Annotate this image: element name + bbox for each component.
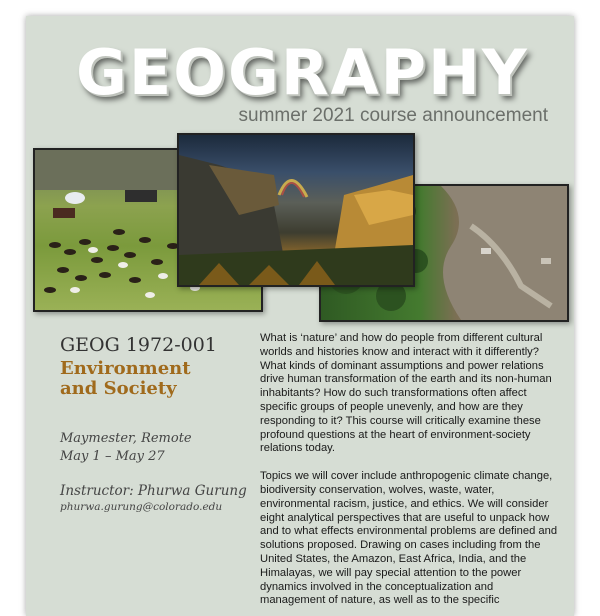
instructor-email[interactable]: phurwa.gurung@colorado.edu (60, 501, 223, 513)
course-code: GEOG 1972-001 (60, 334, 217, 356)
course-description (260, 332, 560, 616)
photo-mountain-valley (177, 133, 415, 287)
description-paragraph-2: Topics we will cover include anthropogenic climate change, biodiversity conservation, wolves, waste, water, environmental racism, justice, and ethics. We will consider eight analytical perspectives that are useful to unpack how and to what effects environmental problems are defined and solutions proposed. Drawing on cases including from the United States, the Amazon, East Africa, India, and the Himalayas, we will pay special attention to the power dynamics involved in the conceptualization and management of nature, as well as to the specific (260, 470, 558, 607)
course-name-line1: Environment (60, 358, 191, 379)
poster-subtitle: summer 2021 course announcement (238, 105, 548, 126)
course-poster (26, 16, 574, 616)
instructor-name: Instructor: Phurwa Gurung (60, 483, 247, 499)
term-dates: May 1 – May 27 (60, 449, 165, 464)
poster-title: GEOGRAPHY (76, 36, 529, 109)
course-name (60, 359, 260, 399)
course-name-line2: and Society (60, 378, 177, 399)
mountain-valley-illustration (179, 135, 413, 285)
term-mode: Maymester, Remote (60, 431, 192, 446)
description-paragraph-1: What is ‘nature’ and how do people from different cultural worlds and histories know and interact with it differently? What kinds of dominant assumptions and power relations drive human transformation of the earth and its non-human inhabitants? How do such transformations often affect specific groups of people unevenly, and how are they responding to it? This course will critically examine these profound questions at the heart of environment-society relations today. (260, 332, 552, 455)
course-term (60, 430, 260, 466)
